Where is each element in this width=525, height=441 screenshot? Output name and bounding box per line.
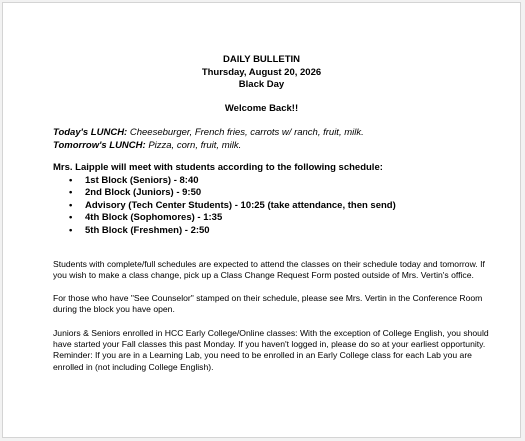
tomorrow-lunch [53, 140, 241, 151]
schedule-item: • 4th Block (Sophomores) - 1:35 [53, 212, 396, 224]
tomorrow-lunch-menu: Pizza, corn, fruit, milk. [145, 140, 242, 151]
bulletin-day-type: Black Day [238, 79, 285, 90]
see-counselor-paragraph: For those who have "See Counselor" stamped on their schedule, please see Mrs. Vertin in the Conference Room during the block you have open. [53, 293, 483, 315]
early-college-paragraph: Juniors & Seniors enrolled in HCC Early College/Online classes: With the exception of College English, you should have started your Fall classes this past Monday. If you haven't logged in, please do so at your earliest opportunity. Reminder: If you are in a Learning Lab, you need to be enrolled in an Early College class for each Lab you are enrolled in (not including College English). [53, 328, 489, 372]
schedule-list [53, 175, 396, 237]
tomorrow-lunch-label: Tomorrow's LUNCH: [53, 140, 146, 151]
welcome-message: Welcome Back!! [224, 103, 299, 114]
class-change-paragraph: Students with complete/full schedules are expected to attend the classes on their schedule today and tomorrow. If you wish to make a class change, pick up a Class Change Request Form posted outside of Mrs. Vertin's office. [53, 259, 485, 281]
schedule-item: • 5th Block (Freshmen) - 2:50 [53, 225, 396, 237]
schedule-item: • 1st Block (Seniors) - 8:40 [53, 175, 396, 187]
today-lunch-label: Today's LUNCH: [53, 127, 128, 138]
bulletin-title: DAILY BULLETIN [222, 54, 301, 65]
today-lunch [53, 127, 364, 138]
bulletin-date: Thursday, August 20, 2026 [201, 66, 322, 78]
today-lunch-menu: Cheeseburger, French fries, carrots w/ ranch, fruit, milk. [127, 127, 364, 138]
bulletin-header [3, 54, 520, 92]
schedule-intro: Mrs. Laipple will meet with students according to the following schedule: [53, 162, 383, 173]
document-page [2, 2, 521, 438]
schedule-item: • 2nd Block (Juniors) - 9:50 [53, 187, 396, 199]
schedule-item: • Advisory (Tech Center Students) - 10:25 (take attendance, then send) [53, 200, 396, 212]
